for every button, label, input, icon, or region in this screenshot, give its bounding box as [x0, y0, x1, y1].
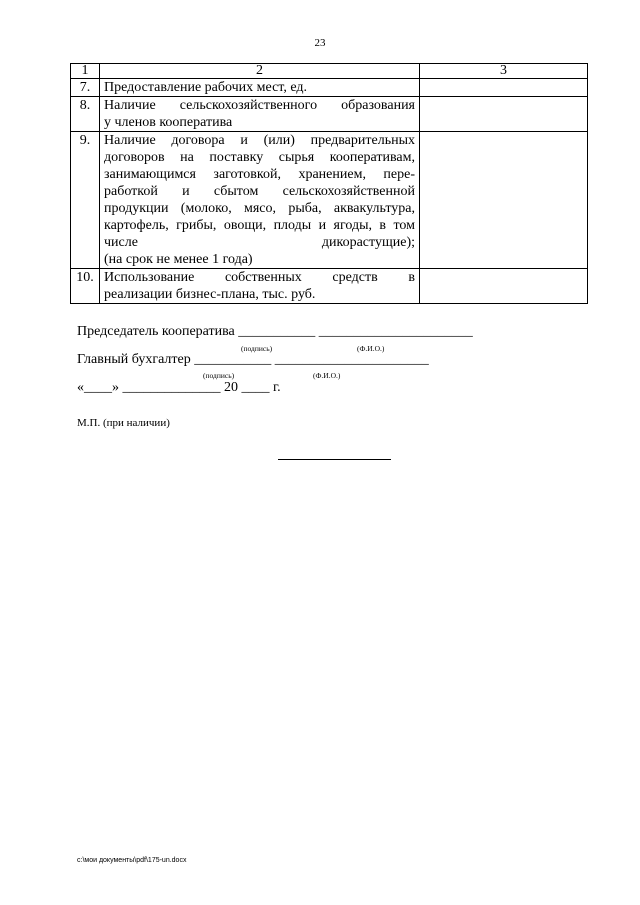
row-description — [100, 79, 420, 97]
row-value-cell[interactable] — [420, 79, 588, 97]
row-number: 10. — [71, 269, 100, 304]
description-line: Предоставление рабочих мест, ед. — [104, 80, 308, 95]
row-value-cell[interactable] — [420, 97, 588, 132]
description-line: продукции (молоко, мясо, рыба, аквакультура, — [104, 201, 415, 216]
table-header-row — [71, 64, 588, 79]
row-number: 9. — [71, 132, 100, 269]
header-cell-3: 3 — [420, 64, 588, 79]
description-line: Наличие договора и (или) предварительных — [104, 133, 415, 148]
accountant-signature-caption: (подпись) — [203, 371, 235, 380]
description-line: занимающимся заготовкой, хранением, пере- — [104, 167, 415, 182]
description-line: договоров на поставку сырья кооперативам, — [104, 150, 415, 165]
chairman-signature-caption: (подпись) — [241, 344, 273, 353]
accountant-name-caption: (Ф.И.О.) — [313, 371, 341, 380]
description-line: (на срок не менее 1 года) — [104, 252, 253, 267]
chairman-name-caption: (Ф.И.О.) — [357, 344, 385, 353]
description-line: реализации бизнес-плана, тыс. руб. — [104, 287, 316, 302]
row-number: 8. — [71, 97, 100, 132]
header-cell-1: 1 — [71, 64, 100, 79]
row-description — [100, 132, 420, 269]
row-number: 7. — [71, 79, 100, 97]
table-row — [71, 269, 588, 304]
description-line: Наличие сельскохозяйственного образования — [104, 98, 415, 113]
header-cell-2: 2 — [100, 64, 420, 79]
description-line: работкой и сбытом сельскохозяйственной — [104, 184, 415, 199]
stamp-note: М.П. (при наличии) — [77, 417, 170, 429]
row-description — [100, 269, 420, 304]
description-line: числе дикорастущие); — [104, 235, 415, 250]
table-row — [71, 97, 588, 132]
file-path-footer: c:\мои документы\pdf\175-un.docx — [77, 857, 187, 864]
separator-line — [278, 459, 391, 460]
row-value-cell[interactable] — [420, 132, 588, 269]
cooperative-criteria-table — [70, 63, 588, 304]
accountant-signature-line: Главный бухгалтер ___________ ______________________ — [77, 352, 429, 367]
table-row — [71, 79, 588, 97]
chairman-signature-line: Председатель кооператива ___________ ______________________ — [77, 324, 473, 339]
page-number: 23 — [314, 37, 326, 49]
description-line: у членов кооператива — [104, 115, 233, 130]
table-row — [71, 132, 588, 269]
description-line: картофель, грибы, овощи, плоды и ягоды, в том — [104, 218, 415, 233]
row-value-cell[interactable] — [420, 269, 588, 304]
date-line: «____» ______________ 20 ____ г. — [77, 380, 281, 395]
row-description — [100, 97, 420, 132]
description-line: Использование собственных средств в — [104, 270, 415, 285]
